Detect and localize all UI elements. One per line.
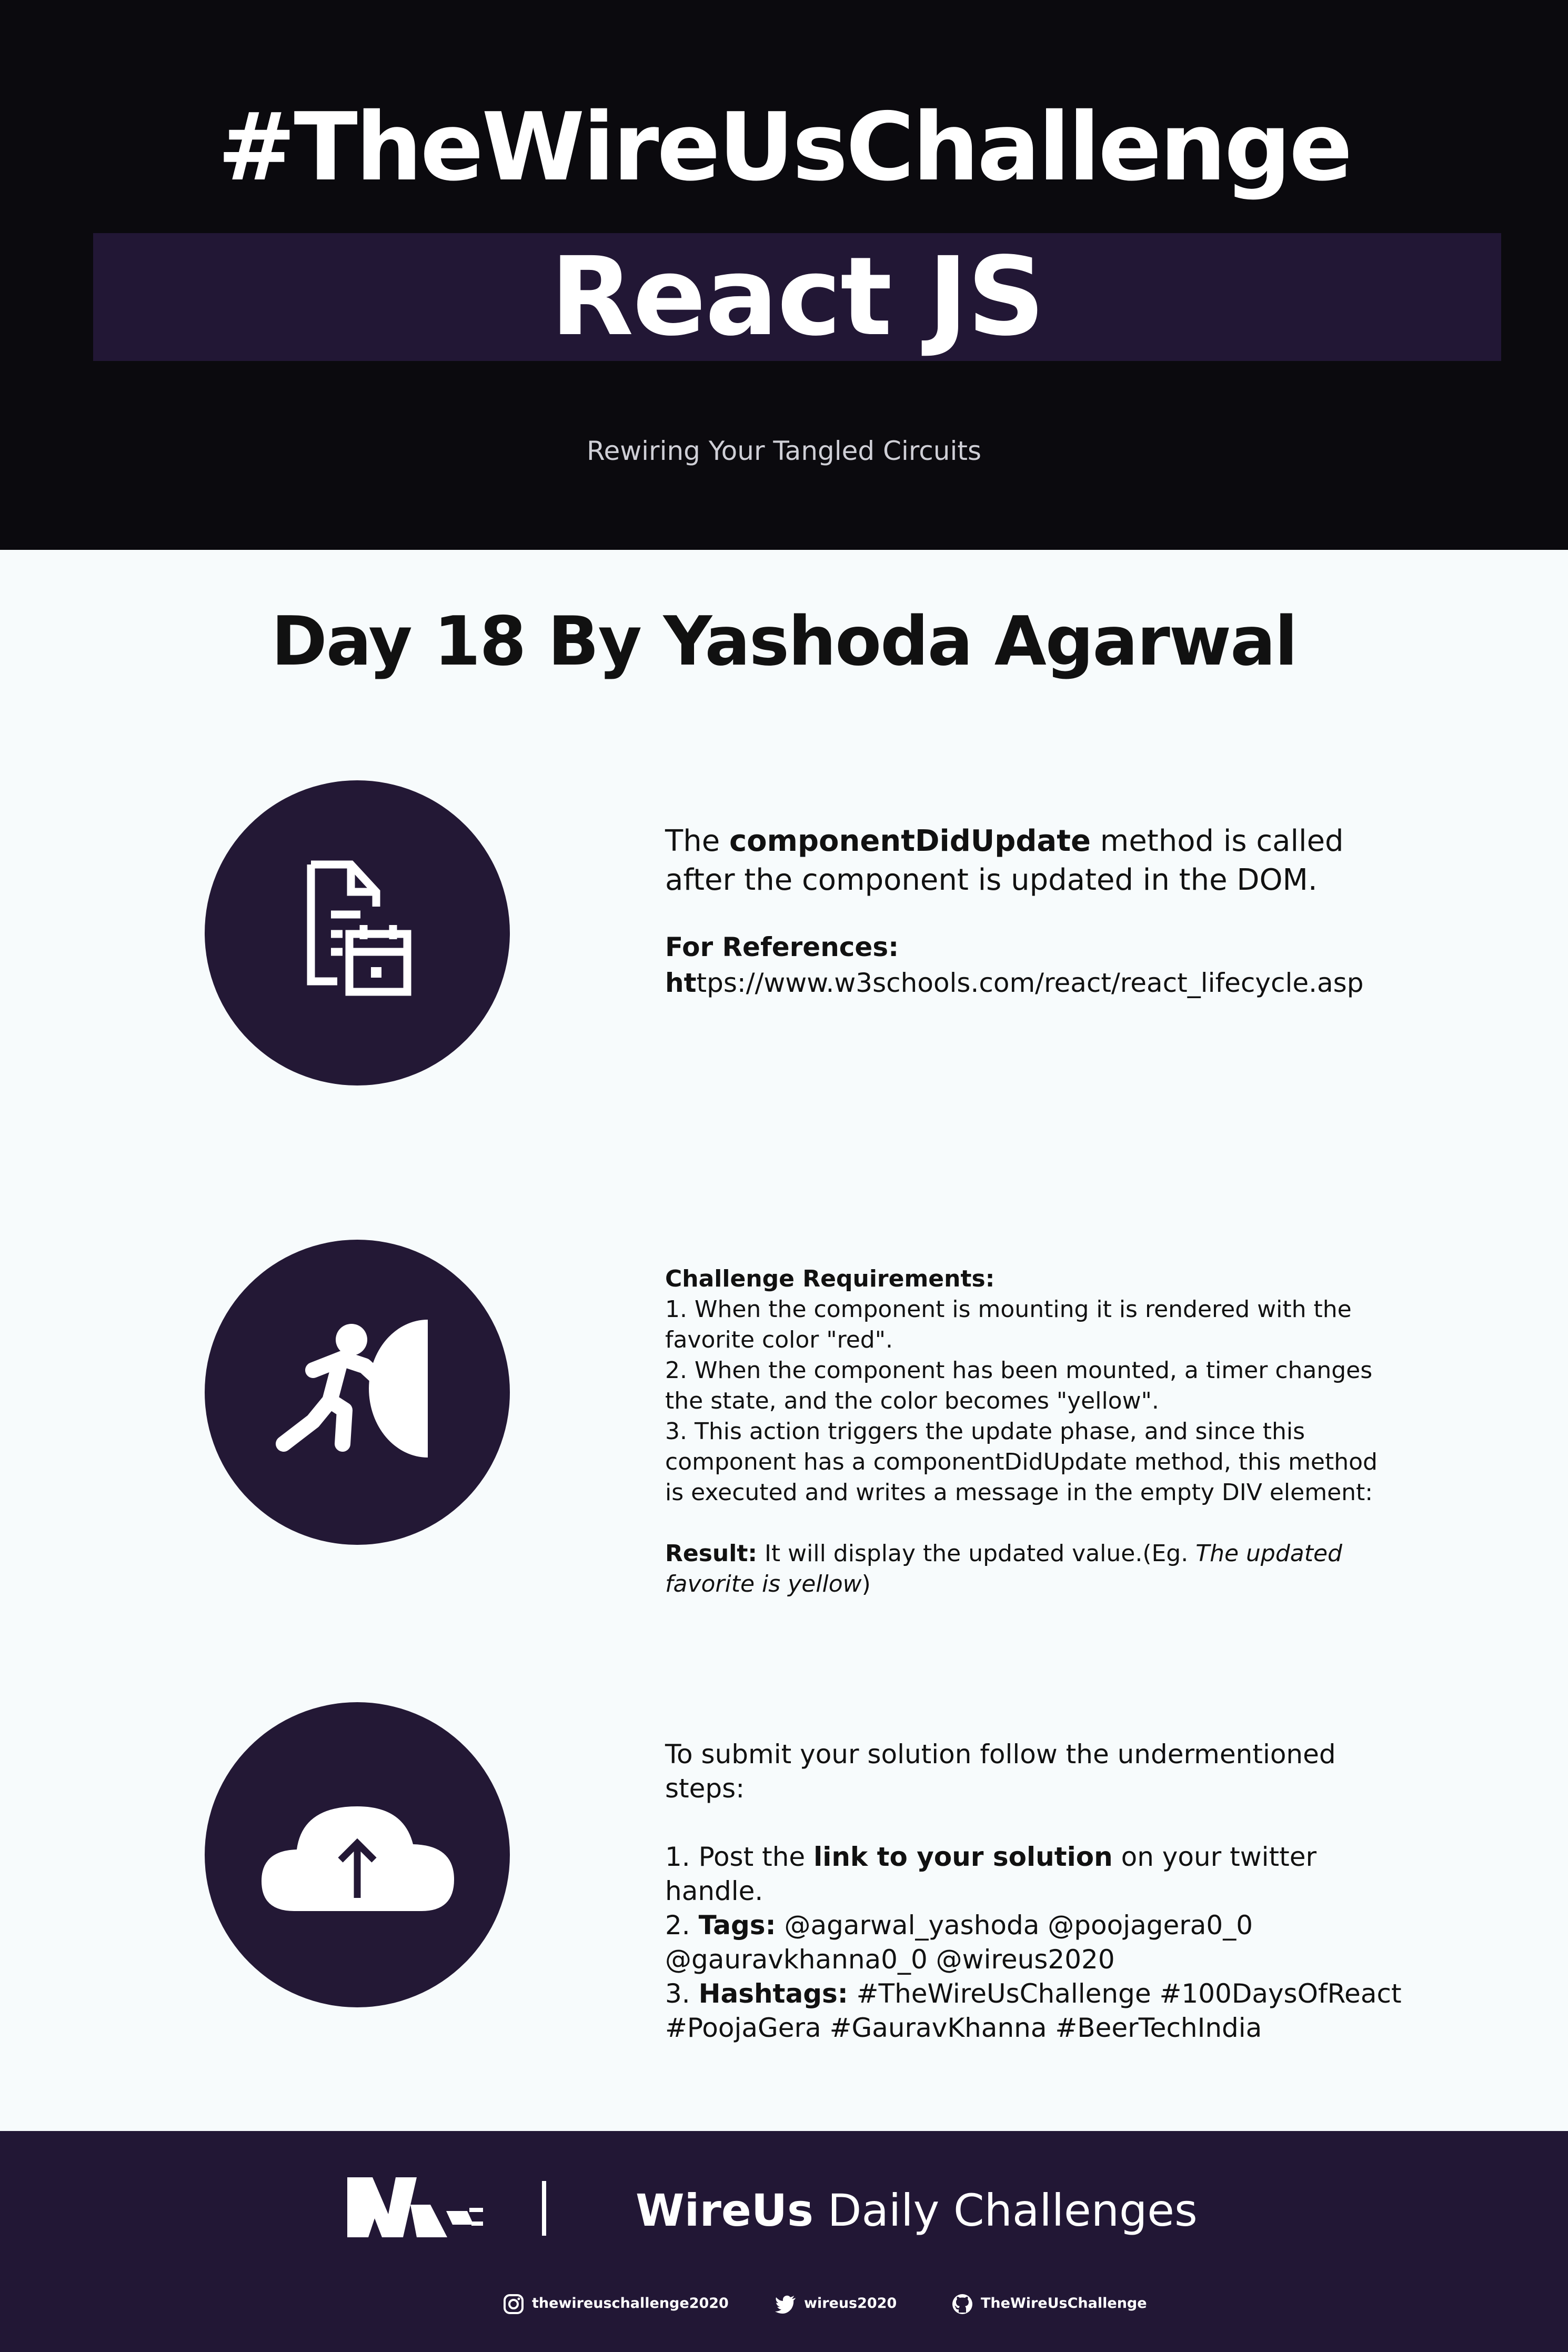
- step-item: 1. Post the link to your solution on your twitter handle.: [665, 1842, 1317, 1906]
- step-item: 3. Hashtags: #TheWireUsChallenge #100DaysOfReact #PoojaGera #GauravKhanna #BeerTechIndia: [665, 1978, 1402, 2043]
- method-name: componentDidUpdate: [729, 824, 1091, 858]
- instagram-link[interactable]: [502, 2288, 729, 2319]
- references: [665, 929, 1402, 1001]
- tagline: Rewiring Your Tangled Circuits: [586, 436, 982, 466]
- day-title: Day 18 By Yashoda Agarwal: [271, 602, 1297, 681]
- section-intro-text: [665, 822, 1402, 1001]
- requirement-item: 1. When the component is mounting it is rendered with the favorite color "red".: [665, 1296, 1352, 1353]
- header-banner: [0, 0, 1568, 550]
- document-calendar-icon: [205, 780, 510, 1085]
- github-handle: TheWireUsChallenge: [981, 2295, 1147, 2311]
- topic-title: React JS: [550, 234, 1044, 360]
- wireus-logo-icon: [347, 2173, 489, 2242]
- person-pushing-icon: [205, 1240, 510, 1545]
- footer: [0, 2131, 1568, 2352]
- title-band: [93, 233, 1501, 361]
- instagram-handle: thewireuschallenge2020: [532, 2295, 729, 2311]
- lifecycle-description: The componentDidUpdate method is called after the component is updated in the DOM.: [665, 824, 1344, 897]
- github-link[interactable]: [951, 2288, 1162, 2319]
- submission-intro: To submit your solution follow the undermentioned steps:: [665, 1739, 1336, 1804]
- github-icon: [951, 2293, 973, 2315]
- reference-link[interactable]: https://www.w3schools.com/react/react_lifecycle.asp: [665, 968, 1364, 998]
- submission-steps: [665, 1737, 1402, 2045]
- requirements-heading: Challenge Requirements:: [665, 1265, 995, 1292]
- expected-result: Result: It will display the updated value.(Eg. The updated favorite is yellow): [665, 1540, 1342, 1597]
- requirement-item: 2. When the component has been mounted, a timer changes the state, and the color becomes "yellow".: [665, 1357, 1373, 1414]
- challenge-requirements: [665, 1264, 1402, 1600]
- challenge-hashtag-title: #TheWireUsChallenge: [217, 93, 1351, 202]
- footer-divider: [542, 2181, 546, 2236]
- result-label: Result:: [665, 1540, 757, 1567]
- twitter-icon: [775, 2293, 797, 2315]
- instagram-icon: [502, 2293, 525, 2315]
- brand-name: WireUs Daily Challenges: [636, 2185, 1198, 2236]
- requirement-item: 3. This action triggers the update phase, and since this component has a componentDidUpdate method, this method is executed and writes a message in the empty DIV element:: [665, 1418, 1378, 1506]
- twitter-link[interactable]: [775, 2288, 932, 2319]
- steps-list: [665, 1840, 1402, 2045]
- twitter-handle: wireus2020: [804, 2295, 897, 2311]
- step-item: 2. Tags: @agarwal_yashoda @poojagera0_0 @gauravkhanna0_0 @wireus2020: [665, 1910, 1253, 1975]
- cloud-upload-icon: [205, 1702, 510, 2007]
- references-label: For References:: [665, 932, 899, 962]
